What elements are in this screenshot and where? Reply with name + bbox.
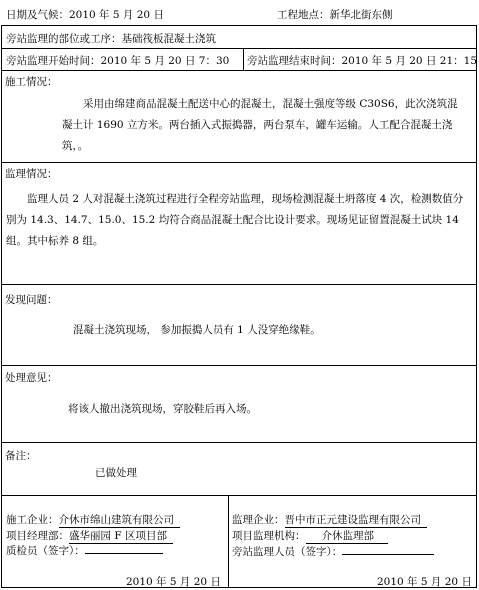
divider [243,48,244,70]
supervisor-signature-label: 旁站监理人员（签字）： [232,546,343,558]
divider [1,365,477,366]
construction-company-value: 介休市绵山建筑有限公司 [59,512,181,528]
inspector-signature-row [6,543,163,558]
supervision-company-label: 监理企业： [232,514,285,526]
problem-text: 混凝土浇筑现场， 参加振搗人员有 1 人没穿绝缘鞋。 [73,324,321,336]
divider [1,442,477,443]
project-manager-label: 项目经理部： [6,530,69,542]
supervision-date: 2010 年 5 月 20 日 [377,576,472,588]
construction-company-label: 施工企业： [6,514,59,526]
supervision-text: 监理人员 2 人对混凝土浇筑过程进行全程旁站监理，现场检测混凝土坍落度 4 次，检测数值分别为 14.3、14.7、15.0、15.2 均符合商品混凝土配合比设计要求。现场见证留置混凝土试块 14 组。其中标养 8 组。 [6,193,464,247]
supervision-label: 监理情况： [5,168,58,180]
start-time-value: 2010 年 5 月 20 日 7：30 [100,55,230,67]
project-manager-value: 盛华丽园 F 区项目部 [69,528,173,544]
divider [1,495,477,496]
divider [1,48,477,49]
project-location: 工程地点：新华北街东侧 [277,9,393,21]
supervisor-signature-row [232,544,434,559]
divider [228,495,229,588]
remarks-label: 备注： [5,450,37,462]
opinion-text: 将该人撤出浇筑现场，穿胶鞋后再入场。 [68,403,257,415]
supervised-part-label: 旁站监理的部位或工序： [6,33,122,45]
divider [1,284,477,285]
project-manager-row [6,528,173,544]
inspector-signature-line[interactable] [85,543,163,554]
supervision-org-label: 项目监理机构： [232,530,306,542]
supervisor-signature-line[interactable] [342,544,434,555]
problem-label: 发现问题： [5,294,58,306]
opinion-label: 处理意见： [5,372,58,384]
construction-date: 2010 年 5 月 20 日 [126,576,221,588]
supervision-org-row [232,528,388,544]
supervised-part-row [6,31,216,46]
divider [1,162,477,163]
remarks-text: 已做处理 [95,467,137,479]
construction-label: 施工情况： [5,76,58,88]
inspector-signature-label: 质检员（签字）： [6,545,85,557]
start-time-row [6,53,229,68]
end-time-row [247,53,477,68]
supervision-company-row [232,512,427,528]
supervision-company-value: 晋中市正元建设监理有限公司 [285,512,428,528]
date-weather: 日期及气候：2010 年 5 月 20 日 [6,9,164,21]
start-time-label: 旁站监理开始时间： [6,55,101,67]
divider [1,70,477,71]
construction-company-row [6,512,180,528]
end-time-label: 旁站监理结束时间： [247,55,342,67]
end-time-value: 2010 年 5 月 20 日 21：15 [341,55,478,67]
construction-text: 采用由绵建商品混凝土配送中心的混凝土，混凝土强度等级 C30S6，此次浇筑混凝土计 1690 立方米。两台插入式振搗器，两台泵车，罐车运输。人工配合混凝土浇筑，。 [62,98,458,152]
supervision-org-value: 介休监理部 [306,528,389,544]
supervised-part-value: 基础筏板混凝土浇筑 [121,33,216,45]
